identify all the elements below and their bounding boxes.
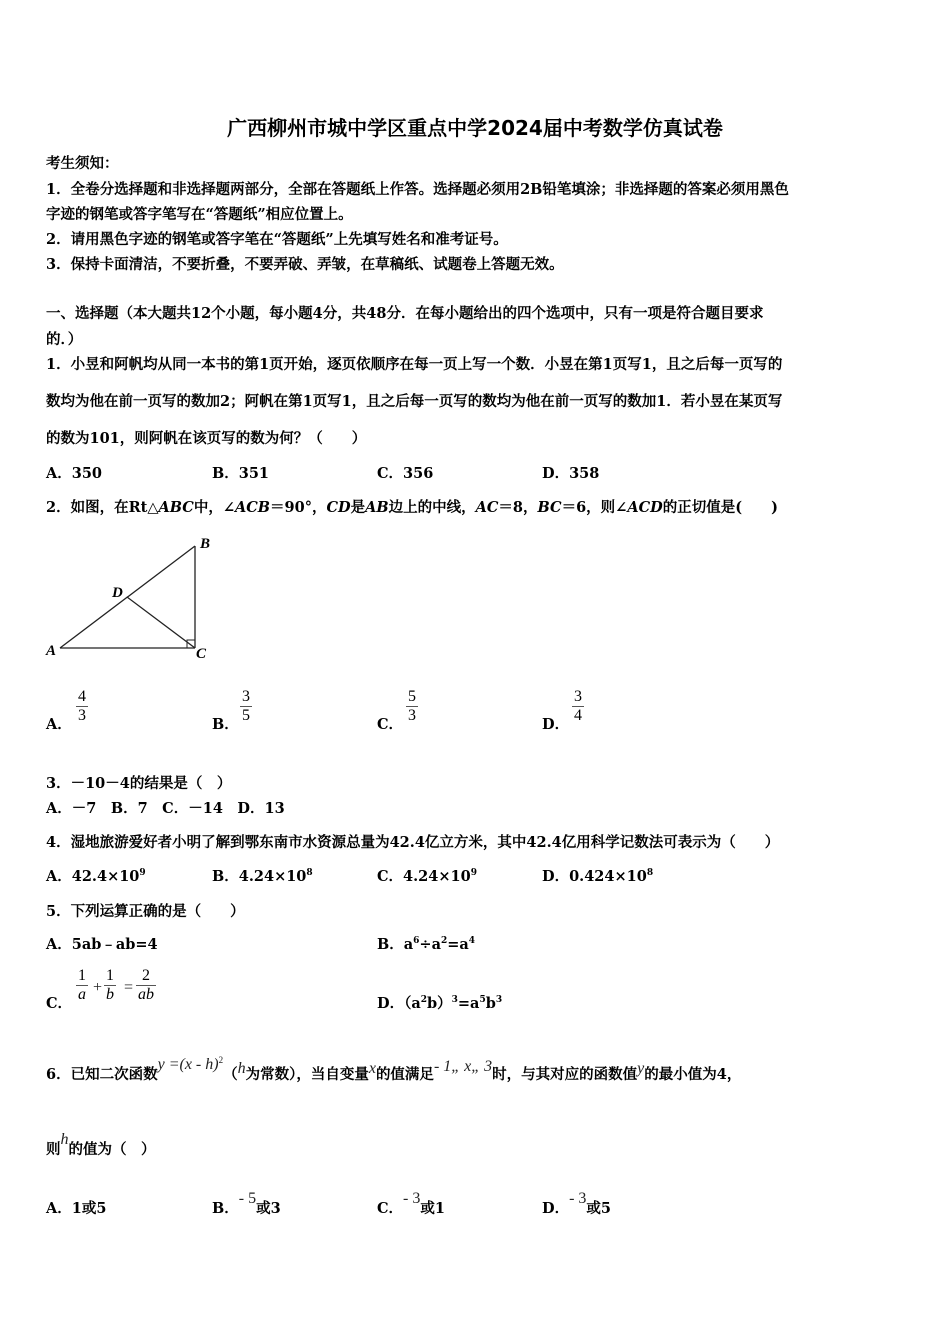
q2-option-b-label: B． xyxy=(212,716,239,733)
q6-text-cont: 则h的值为（ ） xyxy=(46,1131,156,1158)
q5-option-a: A．5ab﹣ab=4 xyxy=(46,936,158,953)
q4-option-b: B．$4.24\times 10^8$ xyxy=(212,868,313,885)
q2-option-b-fraction: $\frac{3}{5}$ xyxy=(242,688,250,724)
q6-text: 6．已知二次函数y =(x - h)$^2$（h为常数），当自变量x的值满足- 1„ x„ 3时，与其对应的函数值y的最小值为4， xyxy=(46,1055,742,1083)
median-cd xyxy=(127,597,195,648)
notice-item: 2．请用黑色字迹的钢笔或答字笔在“答题纸”上先填写姓名和准考证号。 xyxy=(46,231,508,248)
q5-option-d: D．$(a^2b)^3=a^5b^3$ xyxy=(377,995,503,1012)
notice-item: 字迹的钢笔或答字笔写在“答题纸”相应位置上。 xyxy=(46,206,353,223)
q4-text: 4．湿地旅游爱好者小明了解到鄂东南市水资源总量为42.4亿立方米，其中42.4亿用科学记数法可表示为（ ） xyxy=(46,834,780,851)
q2-option-c-fraction: $\frac{5}{3}$ xyxy=(408,688,416,724)
notice-item: 3．保持卡面清洁，不要折叠，不要弄破、弄皱，在草稿纸、试题卷上答题无效。 xyxy=(46,256,564,273)
q5-option-c-frac1: $\frac{1}{a}$ xyxy=(78,967,86,1003)
q2-option-a-label: A． xyxy=(46,716,72,733)
q5-text: 5．下列运算正确的是（ ） xyxy=(46,903,245,920)
q6-option-b: B．- 5或3 xyxy=(212,1190,281,1217)
q2-option-a-fraction: $\frac{4}{3}$ xyxy=(78,688,86,724)
q5-option-c-frac2: $\frac{1}{b}$ xyxy=(106,967,114,1003)
q2-option-d-label: D． xyxy=(542,716,570,733)
q6-option-d: D．- 3或5 xyxy=(542,1190,611,1217)
q5-option-c-label: C． xyxy=(46,995,73,1012)
q2-text: 2．如图，在Rt△ABC中，∠ACB＝90°，CD是AB边上的中线，AC＝8，BC＝6，则∠ACD的正切值是( ) xyxy=(46,499,778,516)
q6-option-a: A．1或5 xyxy=(46,1200,107,1217)
q4-option-c: C．$4.24\times 10^9$ xyxy=(377,868,477,885)
triangle-figure xyxy=(40,530,230,670)
equals-sign: = xyxy=(124,979,134,996)
q1-text: 的数为101，则阿帆在该页写的数为何？（ ） xyxy=(46,430,367,447)
section-heading-cont: 的．） xyxy=(46,331,83,348)
q2-option-d-fraction: $\frac{3}{4}$ xyxy=(574,688,582,724)
notice-heading: 考生须知： xyxy=(46,155,119,172)
page-title: 广西柳州市城中学区重点中学2024届中考数学仿真试卷 xyxy=(227,116,723,140)
q2-option-c-label: C． xyxy=(377,716,404,733)
label-a: A xyxy=(46,643,57,659)
label-b: B xyxy=(200,536,211,552)
q1-option-c: C．356 xyxy=(377,465,434,482)
q6-option-c: C．- 3或1 xyxy=(377,1190,445,1217)
q4-option-d: D．$0.424\times 10^8$ xyxy=(542,868,654,885)
q5-option-c-frac3: $\frac{2}{ab}$ xyxy=(138,967,154,1003)
q1-option-a: A．350 xyxy=(46,465,103,482)
q3-options: A．－7 B．7 C．－14 D．13 xyxy=(46,800,285,817)
section-heading: 一、选择题（本大题共12个小题，每小题4分，共48分．在每小题给出的四个选项中，只有一项是符合题目要求 xyxy=(46,305,764,322)
label-c: C xyxy=(196,646,207,662)
plus-sign: + xyxy=(93,979,103,996)
q1-option-b: B．351 xyxy=(212,465,270,482)
label-d: D xyxy=(112,585,123,601)
q4-option-a: A．$42.4\times 10^9$ xyxy=(46,868,146,885)
q1-text: 1．小昱和阿帆均从同一本书的第1页开始，逐页依顺序在每一页上写一个数．小昱在第1页写1，且之后每一页写的 xyxy=(46,356,783,373)
q1-text: 数均为他在前一页写的数加2；阿帆在第1页写1，且之后每一页写的数均为他在前一页写的数加1．若小昱在某页写 xyxy=(46,393,783,410)
notice-item: 1．全卷分选择题和非选择题两部分，全部在答题纸上作答。选择题必须用2B铅笔填涂；非选择题的答案必须用黑色 xyxy=(46,181,789,198)
q3-text: 3．－10－4的结果是（ ） xyxy=(46,775,232,792)
q5-option-b: B．$a^6\div a^2=a^4$ xyxy=(377,936,476,953)
q1-option-d: D．358 xyxy=(542,465,600,482)
